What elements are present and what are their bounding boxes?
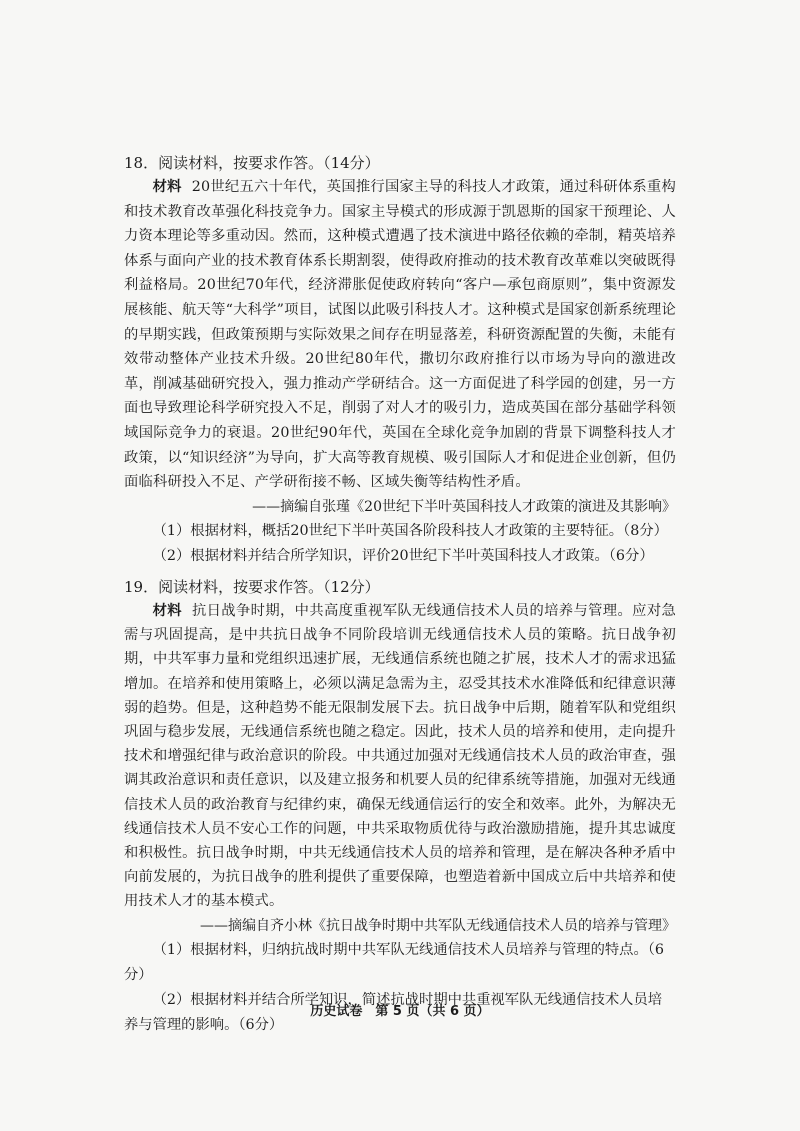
material-text: 抗日战争时期，中共高度重视军队无线通信技术人员的培养与管理。应对急需与巩固提高，是中共抗日战争不同阶段培训无线通信技术人员的策略。抗日战争初期，中共军事力量和党组织迅速扩展，无线通信系统也随之扩展，技术人才的需求迅猛增加。在培养和使用策略上，必须以满足急需为主，忍受其技术水准降低和纪律意识薄弱的趋势。但是，这种趋势不能无限制发展下去。抗日战争中后期，随着军队和党组织巩固与稳步发展，无线通信系统也随之稳定。因此，技术人员的培养和使用，走向提升技术和增强纪律与政治意识的阶段。中共通过加强对无线通信技术人员的政治审查，强调其政治意识和责任意识，以及建立报务和机要人员的纪律系统等措施，加强对无线通信技术人员的政治教育与纪律约束，确保无线通信运行的安全和效率。此外，为解决无线通信技术人员不安心工作的问题，中共采取物质优待与政治激励措施，提升其忠诚度和积极性。抗日战争时期，中共无线通信技术人员的培养和管理，是在解决各种矛盾中向前发展的，为抗日战争的胜利提供了重要保障，也塑造着新中国成立后中共培养和使用技术人才的基本模式。 xyxy=(124,603,676,910)
question-18-source: ——摘编自张瑾《20世纪下半叶英国科技人才政策的演进及其影响》 xyxy=(252,498,676,515)
question-18 xyxy=(124,151,676,569)
question-19-heading: 19．阅读材料，按要求作答。（12分） xyxy=(124,578,380,596)
question-19-sub1: （1）根据材料，归纳抗战时期中共军队无线通信技术人员培养与管理的特点。（6分） xyxy=(124,942,665,984)
page-footer: 历史试卷 第 5 页（共 6 页） xyxy=(310,1004,490,1019)
question-19 xyxy=(124,575,676,1038)
question-18-sub1: （1）根据材料，概括20世纪下半叶英国各阶段科技人才政策的主要特征。（8分） xyxy=(152,523,668,540)
question-19-source: ——摘编自齐小林《抗日战争时期中共军队无线通信技术人员的培养与管理》 xyxy=(200,917,676,934)
question-18-sub2: （2）根据材料并结合所学知识，评价20世纪下半叶英国科技人才政策。（6分） xyxy=(152,548,654,565)
material-label: 材料 xyxy=(152,603,182,619)
question-18-heading: 18．阅读材料，按要求作答。（14分） xyxy=(124,154,380,172)
question-19-material xyxy=(124,599,676,914)
material-text: 20世纪五六十年代，英国推行国家主导的科技人才政策，通过科研体系重构和技术教育改革强化科技竞争力。国家主导模式的形成源于凯恩斯的国家干预理论、人力资本理论等多重动因。然而，这种模式遭遇了技术演进中路径依赖的牵制，精英培养体系与面向产业的技术教育体系长期割裂，使得政府推动的技术教育改革难以突破既得利益格局。20世纪70年代，经济滞胀促使政府转向“客户—承包商原则”，集中资源发展核能、航天等“大科学”项目，试图以此吸引科技人才。这种模式是国家创新系统理论的早期实践，但政策预期与实际效果之间存在明显落差，科研资源配置的失衡，未能有效带动整体产业技术升级。20世纪80年代，撒切尔政府推行以市场为导向的激进改革，削减基础研究投入，强力推动产学研结合。这一方面促进了科学园的创建，另一方面也导致理论科学研究投入不足，削弱了对人才的吸引力，造成英国在部分基础学科领域国际竞争力的衰退。20世纪90年代，英国在全球化竞争加剧的背景下调整科技人才政策，以“知识经济”为导向，扩大高等教育规模、吸引国际人才和促进企业创新，但仍面临科研投入不足、产学研衔接不畅、区域失衡等结构性矛盾。 xyxy=(124,179,676,491)
material-label: 材料 xyxy=(152,179,182,195)
question-18-material xyxy=(124,175,676,495)
question-19-sub2: （2）根据材料并结合所学知识，简述抗战时期中共重视军队无线通信技术人员培养与管理的影响。（6分） xyxy=(124,992,663,1034)
